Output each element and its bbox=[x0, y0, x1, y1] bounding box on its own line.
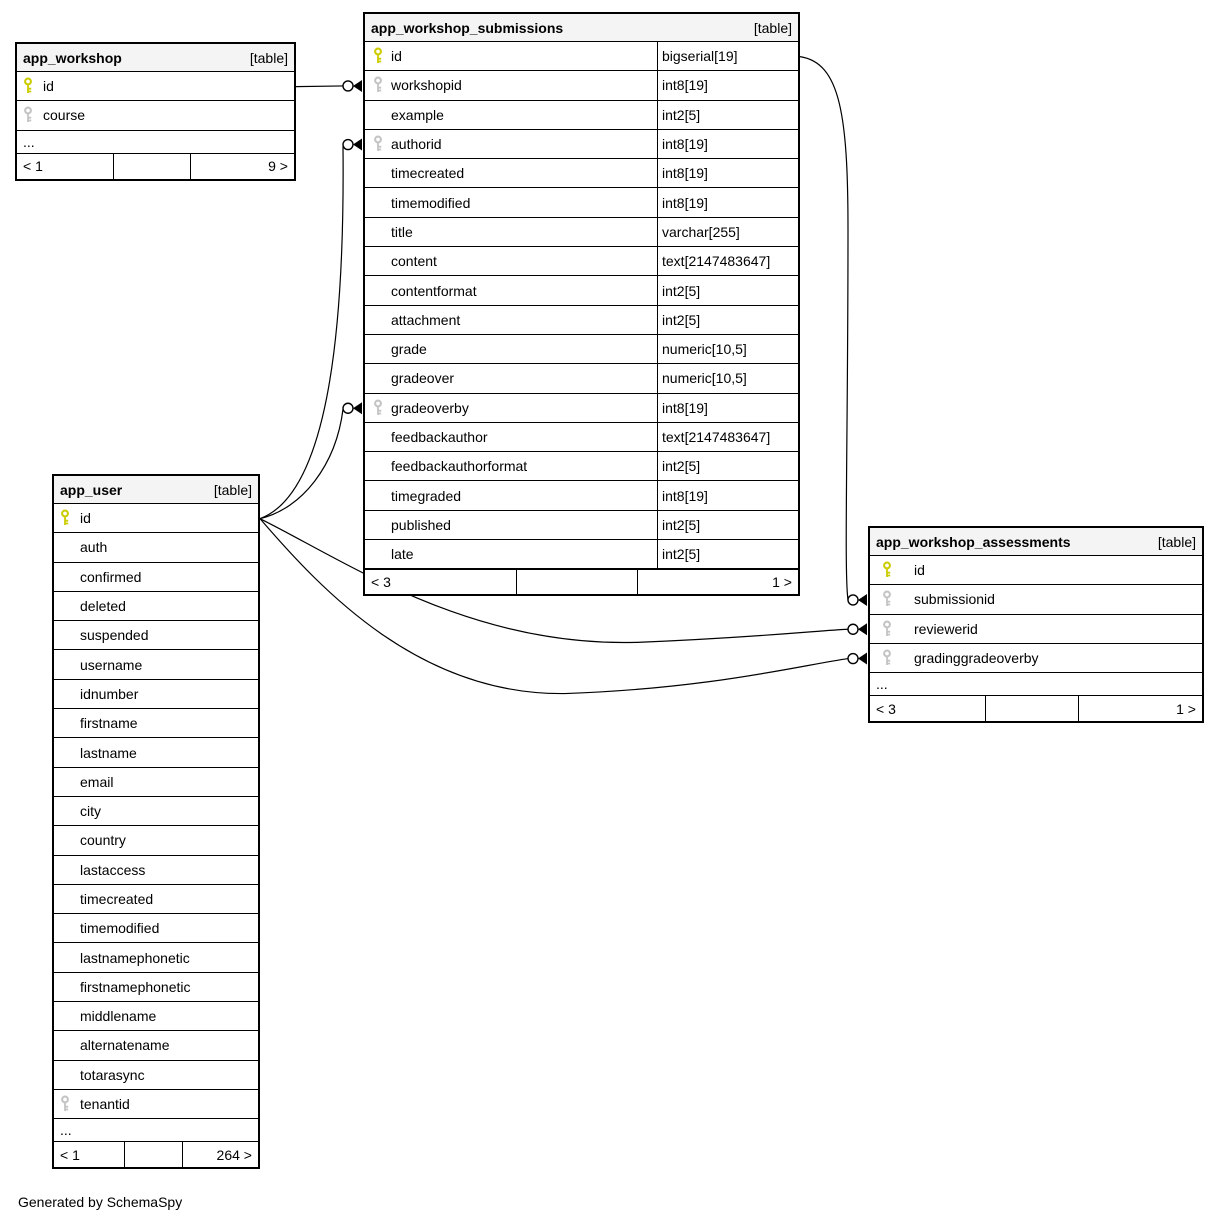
column-row-id bbox=[17, 72, 294, 101]
table-title[interactable]: app_workshop_submissions bbox=[371, 19, 564, 36]
column-name-cell bbox=[54, 943, 258, 971]
column-name-cell bbox=[365, 452, 657, 480]
column-row-published bbox=[365, 511, 798, 540]
column-row-lastaccess bbox=[54, 856, 258, 885]
column-name-cell bbox=[365, 540, 657, 568]
column-type: int8[19] bbox=[657, 188, 798, 216]
column-row-auth bbox=[54, 533, 258, 562]
foreign-key-arrowhead bbox=[353, 402, 362, 414]
column-name-cell bbox=[365, 394, 657, 422]
column-name-cell bbox=[365, 306, 657, 334]
primary-key-icon bbox=[373, 48, 383, 65]
column-name: country bbox=[80, 832, 126, 849]
column-name-cell bbox=[17, 72, 294, 100]
column-row-suspended bbox=[54, 621, 258, 650]
column-row-middlename bbox=[54, 1002, 258, 1031]
zero-or-one-circle bbox=[343, 403, 353, 413]
column-name: tenantid bbox=[80, 1096, 130, 1113]
relationship-line bbox=[260, 409, 343, 518]
column-row-idnumber bbox=[54, 680, 258, 709]
parent-relations-count: < 3 bbox=[870, 696, 986, 721]
column-name-cell bbox=[365, 276, 657, 304]
column-type: int2[5] bbox=[657, 276, 798, 304]
column-row-lastname bbox=[54, 738, 258, 767]
column-name-cell bbox=[365, 188, 657, 216]
foreign-key-icon bbox=[23, 107, 33, 124]
column-row-id bbox=[365, 42, 798, 71]
more-columns-ellipsis: ... bbox=[17, 131, 294, 154]
column-name-cell bbox=[365, 481, 657, 509]
column-name: firstnamephonetic bbox=[80, 978, 191, 995]
column-row-totarasync bbox=[54, 1061, 258, 1090]
column-name-cell bbox=[54, 768, 258, 796]
column-name-cell bbox=[54, 504, 258, 532]
more-columns-ellipsis: ... bbox=[54, 1119, 258, 1142]
column-type: text[2147483647] bbox=[657, 423, 798, 451]
column-row-deleted bbox=[54, 592, 258, 621]
column-name-cell bbox=[365, 42, 657, 70]
column-row-country bbox=[54, 826, 258, 855]
foreign-key-arrowhead bbox=[353, 80, 362, 92]
column-row-feedbackauthor bbox=[365, 423, 798, 452]
column-row-title bbox=[365, 218, 798, 247]
column-name: email bbox=[80, 773, 114, 790]
column-type: int2[5] bbox=[657, 511, 798, 539]
column-name-cell bbox=[365, 511, 657, 539]
table-header-app_workshop[interactable] bbox=[17, 44, 294, 72]
column-name: published bbox=[391, 516, 451, 533]
column-name-cell bbox=[54, 1061, 258, 1089]
column-type: int8[19] bbox=[657, 481, 798, 509]
table-badge: [table] bbox=[753, 19, 792, 36]
column-name: auth bbox=[80, 539, 108, 556]
primary-key-icon bbox=[60, 510, 70, 527]
relationship-line bbox=[296, 86, 343, 87]
column-name-cell bbox=[365, 364, 657, 392]
column-name: idnumber bbox=[80, 685, 139, 702]
column-row-attachment bbox=[365, 306, 798, 335]
column-row-reviewerid bbox=[870, 615, 1202, 644]
column-name: lastaccess bbox=[80, 861, 146, 878]
foreign-key-icon bbox=[882, 591, 892, 608]
column-name: middlename bbox=[80, 1008, 157, 1025]
table-app_workshop bbox=[15, 42, 296, 181]
column-name-cell bbox=[54, 1002, 258, 1030]
table-badge: [table] bbox=[1157, 533, 1196, 550]
column-type: varchar[255] bbox=[657, 218, 798, 246]
column-name: feedbackauthorformat bbox=[391, 458, 528, 475]
column-name-cell bbox=[54, 650, 258, 678]
foreign-key-arrowhead bbox=[858, 623, 867, 635]
column-row-id bbox=[870, 556, 1202, 585]
zero-or-one-circle bbox=[343, 81, 353, 91]
column-type: int2[5] bbox=[657, 452, 798, 480]
footer-spacer bbox=[986, 696, 1079, 721]
parent-relations-count: < 1 bbox=[54, 1142, 125, 1167]
table-footer bbox=[17, 154, 294, 179]
column-name-cell bbox=[365, 130, 657, 158]
column-name-cell bbox=[17, 101, 294, 129]
table-title[interactable]: app_workshop_assessments bbox=[876, 533, 1071, 550]
column-name: timegraded bbox=[391, 487, 462, 504]
column-name: suspended bbox=[80, 627, 149, 644]
column-name-cell bbox=[870, 644, 1202, 672]
column-name: content bbox=[391, 253, 437, 270]
column-name: timemodified bbox=[391, 194, 471, 211]
relationship-app_workshop_submissions-app_workshop_assessments-submissionid bbox=[800, 57, 867, 606]
column-row-username bbox=[54, 650, 258, 679]
parent-relations-count: < 3 bbox=[365, 570, 517, 594]
column-name: lastname bbox=[80, 744, 137, 761]
column-row-alternatename bbox=[54, 1031, 258, 1060]
zero-or-one-circle bbox=[848, 624, 858, 634]
column-name: city bbox=[80, 803, 101, 820]
relationship-line bbox=[260, 147, 343, 519]
footer-spacer bbox=[114, 154, 192, 179]
column-row-contentformat bbox=[365, 276, 798, 305]
column-type: int8[19] bbox=[657, 394, 798, 422]
column-name-cell bbox=[54, 563, 258, 591]
column-row-email bbox=[54, 768, 258, 797]
column-name: grade bbox=[391, 341, 427, 358]
column-name-cell bbox=[54, 1090, 258, 1118]
column-name: timecreated bbox=[80, 891, 154, 907]
relationship-app_user-app_workshop_submissions-authorid bbox=[260, 139, 362, 519]
zero-or-one-circle bbox=[343, 140, 353, 150]
column-row-city bbox=[54, 797, 258, 826]
column-type: int2[5] bbox=[657, 101, 798, 129]
foreign-key-arrowhead bbox=[858, 653, 867, 665]
column-row-content bbox=[365, 247, 798, 276]
column-name-cell bbox=[54, 621, 258, 649]
column-name: alternatename bbox=[80, 1037, 170, 1054]
column-name: firstname bbox=[80, 715, 138, 732]
table-title[interactable]: app_workshop bbox=[23, 49, 122, 66]
column-name-cell bbox=[365, 101, 657, 129]
column-name-cell bbox=[54, 856, 258, 884]
column-row-workshopid bbox=[365, 71, 798, 100]
table-app_workshop_assessments bbox=[868, 526, 1204, 723]
column-type: int8[19] bbox=[657, 130, 798, 158]
column-type: bigserial[19] bbox=[657, 42, 798, 70]
column-name: deleted bbox=[80, 598, 126, 615]
zero-or-one-circle bbox=[848, 654, 858, 664]
column-row-late bbox=[365, 540, 798, 569]
column-row-timecreated bbox=[54, 885, 258, 914]
footer-spacer bbox=[125, 1142, 182, 1167]
foreign-key-icon bbox=[882, 620, 892, 637]
column-name-cell bbox=[365, 71, 657, 99]
column-type: int2[5] bbox=[657, 306, 798, 334]
column-name: workshopid bbox=[391, 77, 462, 94]
column-name: authorid bbox=[391, 136, 442, 153]
column-name-cell bbox=[54, 885, 258, 913]
column-name-cell bbox=[54, 680, 258, 708]
column-name-cell bbox=[870, 585, 1202, 613]
column-name-cell bbox=[54, 797, 258, 825]
column-row-gradeover bbox=[365, 364, 798, 393]
more-columns-ellipsis: ... bbox=[870, 673, 1202, 696]
column-name: id bbox=[914, 562, 925, 579]
zero-or-one-circle bbox=[848, 595, 858, 605]
column-row-tenantid bbox=[54, 1090, 258, 1119]
column-name-cell bbox=[54, 592, 258, 620]
column-name: id bbox=[80, 510, 91, 527]
column-name: confirmed bbox=[80, 568, 142, 585]
table-app_user bbox=[52, 474, 260, 1169]
column-row-firstnamephonetic bbox=[54, 973, 258, 1002]
table-header-app_workshop_assessments[interactable] bbox=[870, 528, 1202, 556]
column-name-cell bbox=[365, 423, 657, 451]
column-name: attachment bbox=[391, 311, 461, 328]
column-type: numeric[10,5] bbox=[657, 335, 798, 363]
column-row-lastnamephonetic bbox=[54, 943, 258, 972]
column-row-authorid bbox=[365, 130, 798, 159]
column-name: reviewerid bbox=[914, 620, 978, 637]
column-name-cell bbox=[870, 556, 1202, 584]
foreign-key-icon bbox=[60, 1096, 70, 1113]
column-row-firstname bbox=[54, 709, 258, 738]
table-header-app_user[interactable] bbox=[54, 476, 258, 504]
column-name: totarasync bbox=[80, 1066, 145, 1083]
relationship-line bbox=[800, 57, 848, 600]
column-row-submissionid bbox=[870, 585, 1202, 614]
column-row-grade bbox=[365, 335, 798, 364]
column-name-cell bbox=[54, 1031, 258, 1059]
child-relations-count: 9 > bbox=[268, 158, 288, 175]
table-badge: [table] bbox=[249, 49, 288, 66]
column-type: int8[19] bbox=[657, 159, 798, 187]
foreign-key-arrowhead bbox=[353, 139, 362, 151]
column-name-cell bbox=[54, 973, 258, 1001]
foreign-key-icon bbox=[882, 650, 892, 667]
child-relations-count: 264 > bbox=[216, 1146, 252, 1163]
column-name: gradeover bbox=[391, 370, 455, 387]
column-name-cell bbox=[54, 709, 258, 737]
column-name-cell bbox=[365, 218, 657, 246]
column-name-cell bbox=[54, 738, 258, 766]
foreign-key-icon bbox=[373, 136, 383, 153]
column-type: int8[19] bbox=[657, 71, 798, 99]
column-name: contentformat bbox=[391, 282, 477, 299]
column-name-cell bbox=[365, 159, 657, 187]
column-name-cell bbox=[365, 247, 657, 275]
column-row-feedbackauthorformat bbox=[365, 452, 798, 481]
child-relations-count: 1 > bbox=[1176, 700, 1196, 717]
column-row-course bbox=[17, 101, 294, 130]
relationship-app_workshop-app_workshop_submissions-workshopid bbox=[296, 80, 362, 92]
column-name: id bbox=[43, 78, 54, 95]
column-name: username bbox=[80, 656, 143, 673]
table-footer bbox=[54, 1142, 258, 1167]
foreign-key-icon bbox=[373, 77, 383, 94]
column-name: feedbackauthor bbox=[391, 429, 488, 445]
column-name-cell bbox=[54, 914, 258, 942]
column-row-gradinggradeoverby bbox=[870, 644, 1202, 673]
parent-relations-count: < 1 bbox=[17, 154, 114, 179]
column-name: id bbox=[391, 48, 402, 65]
table-app_workshop_submissions bbox=[363, 12, 800, 596]
schemaspy-credit: Generated by SchemaSpy bbox=[18, 1194, 183, 1210]
table-footer bbox=[870, 696, 1202, 721]
column-name-cell bbox=[870, 615, 1202, 643]
column-name: late bbox=[391, 546, 414, 563]
primary-key-icon bbox=[23, 78, 33, 95]
table-title[interactable]: app_user bbox=[60, 481, 123, 498]
primary-key-icon bbox=[882, 562, 892, 579]
column-name: example bbox=[391, 106, 444, 123]
relationship-app_user-app_workshop_submissions-gradeoverby bbox=[260, 402, 362, 518]
foreign-key-icon bbox=[373, 399, 383, 416]
column-row-example bbox=[365, 101, 798, 130]
table-footer bbox=[365, 569, 798, 594]
column-name-cell bbox=[54, 826, 258, 854]
foreign-key-arrowhead bbox=[858, 594, 867, 606]
table-badge: [table] bbox=[213, 481, 252, 498]
column-name: course bbox=[43, 107, 86, 124]
column-type: numeric[10,5] bbox=[657, 364, 798, 392]
column-name: title bbox=[391, 223, 413, 240]
column-name: timemodified bbox=[80, 920, 160, 937]
column-name-cell bbox=[365, 335, 657, 363]
column-name: timecreated bbox=[391, 165, 465, 182]
column-row-timecreated bbox=[365, 159, 798, 188]
column-row-timegraded bbox=[365, 481, 798, 510]
column-name: submissionid bbox=[914, 591, 995, 608]
column-name: gradinggradeoverby bbox=[914, 650, 1039, 667]
table-header-app_workshop_submissions[interactable] bbox=[365, 14, 798, 42]
column-row-timemodified bbox=[54, 914, 258, 943]
column-name-cell bbox=[54, 533, 258, 561]
footer-spacer bbox=[517, 570, 638, 594]
column-row-gradeoverby bbox=[365, 394, 798, 423]
column-row-id bbox=[54, 504, 258, 533]
child-relations-count: 1 > bbox=[772, 574, 792, 591]
column-row-confirmed bbox=[54, 563, 258, 592]
column-type: int2[5] bbox=[657, 540, 798, 568]
column-type: text[2147483647] bbox=[657, 247, 798, 275]
column-name: gradeoverby bbox=[391, 399, 469, 416]
column-row-timemodified bbox=[365, 188, 798, 217]
column-name: lastnamephonetic bbox=[80, 949, 190, 966]
